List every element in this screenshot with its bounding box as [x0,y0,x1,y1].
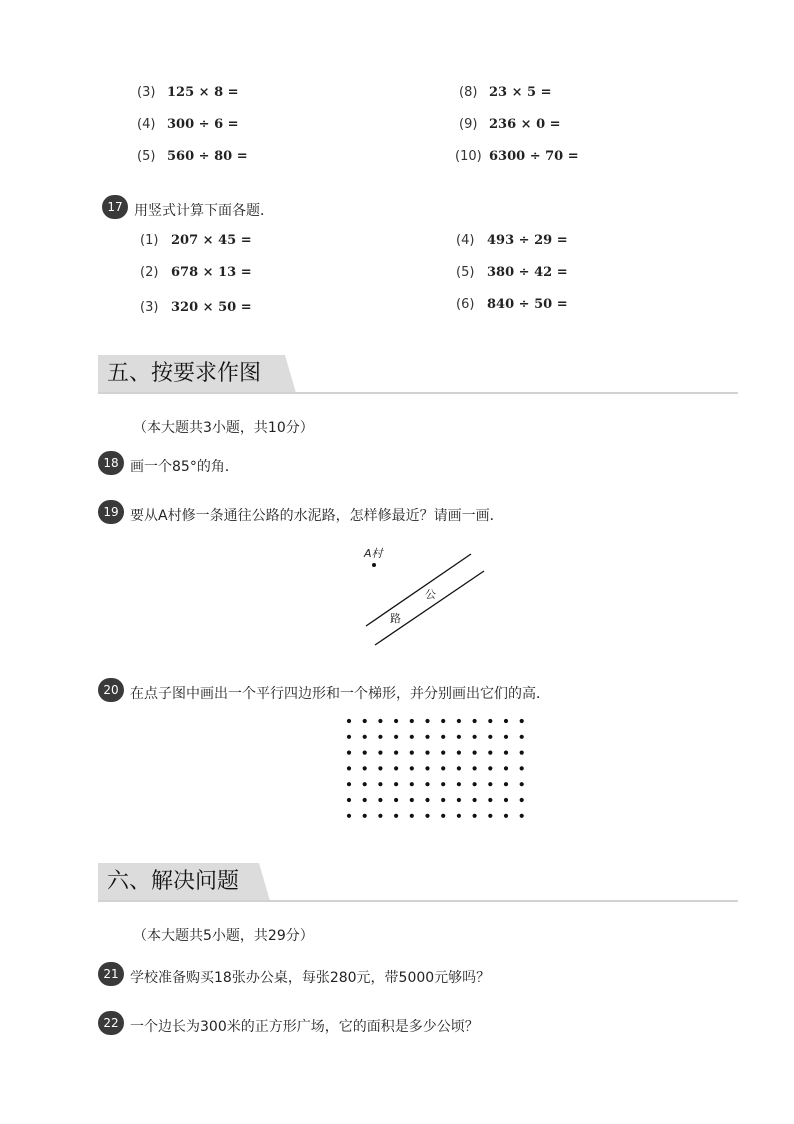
item-number: (5) [456,265,475,280]
grid-dot [457,766,461,770]
grid-dot [488,735,492,739]
item-number: (1) [140,233,159,248]
grid-dot [488,766,492,770]
grid-dot [520,751,524,755]
grid-dot [520,814,524,818]
grid-dot [441,766,445,770]
grid-dot [363,751,367,755]
question-number-badge: 22 [98,1011,124,1035]
item-number: (3) [137,85,156,100]
grid-dot [488,782,492,786]
item-number: (8) [459,85,478,100]
grid-dot [394,719,398,723]
grid-dot [457,735,461,739]
grid-dot [394,751,398,755]
question-text: 学校准备购买18张办公桌，每张280元，带5000元够吗？ [130,970,491,986]
grid-dot [504,751,508,755]
grid-dot [363,782,367,786]
expression: 560 ÷ 80 = [167,149,248,164]
grid-dot [410,719,414,723]
item-number: (4) [456,233,475,248]
grid-dot [347,782,351,786]
grid-dot [488,719,492,723]
item-number: (4) [137,117,156,132]
grid-dot [441,782,445,786]
grid-dot [504,735,508,739]
section-title: 六、解决问题 [107,869,240,894]
grid-dot [520,798,524,802]
item-number: (6) [456,297,475,312]
grid-dot [363,719,367,723]
question-text: 画一个85°的角． [130,459,239,475]
grid-dot [410,782,414,786]
expression: 207 × 45 = [171,233,252,248]
grid-dot [441,751,445,755]
grid-dot [441,719,445,723]
grid-dot [457,719,461,723]
grid-dot [410,735,414,739]
grid-dot [378,798,382,802]
question-text: 一个边长为300米的正方形广场，它的面积是多少公顷？ [130,1019,479,1035]
expression: 6300 ÷ 70 = [489,149,579,164]
dot-grid [340,712,535,824]
road-label: 公 [425,588,436,601]
item-number: (2) [140,265,159,280]
grid-dot [473,766,477,770]
grid-dot [394,814,398,818]
road-label: 路 [390,612,401,625]
section-score-note: （本大题共3小题，共10分） [133,420,314,436]
question-text: 在点子图中画出一个平行四边形和一个梯形，并分别画出它们的高． [130,686,550,702]
grid-dot [425,766,429,770]
section-score-note: （本大题共5小题，共29分） [133,928,314,944]
expression: 23 × 5 = [489,85,552,100]
section-divider [98,392,738,394]
grid-dot [347,766,351,770]
grid-dot [473,719,477,723]
grid-dot [457,751,461,755]
question-text: 用竖式计算下面各题． [134,203,274,219]
grid-dot [347,719,351,723]
grid-dot [378,735,382,739]
grid-dot [473,735,477,739]
village-label: A村 [364,547,383,560]
section-title: 五、按要求作图 [107,361,262,386]
grid-dot [425,798,429,802]
grid-dot [410,814,414,818]
grid-dot [378,814,382,818]
grid-dot [378,751,382,755]
question-number-badge: 18 [98,451,124,475]
grid-dot [347,798,351,802]
grid-dot [520,782,524,786]
grid-dot [425,735,429,739]
grid-dot [363,814,367,818]
grid-dot [457,814,461,818]
grid-dot [488,798,492,802]
grid-dot [425,719,429,723]
item-number: (5) [137,149,156,164]
expression: 236 × 0 = [489,117,561,132]
village-point [372,563,376,567]
grid-dot [410,766,414,770]
grid-dot [378,782,382,786]
grid-dot [504,782,508,786]
grid-dot [410,798,414,802]
grid-dot [473,798,477,802]
grid-dot [520,766,524,770]
grid-dot [520,735,524,739]
question-number-badge: 19 [98,500,124,524]
grid-dot [504,814,508,818]
grid-dot [473,751,477,755]
item-number: (10) [455,149,482,164]
grid-dot [347,735,351,739]
grid-dot [363,735,367,739]
grid-dot [425,782,429,786]
expression: 320 × 50 = [171,300,252,315]
grid-dot [394,782,398,786]
expression: 493 ÷ 29 = [487,233,568,248]
grid-dot [473,782,477,786]
grid-dot [488,751,492,755]
item-number: (9) [459,117,478,132]
grid-dot [504,766,508,770]
grid-dot [378,766,382,770]
grid-dot [441,735,445,739]
expression: 840 ÷ 50 = [487,297,568,312]
item-number: (3) [140,300,159,315]
grid-dot [425,814,429,818]
section-divider [98,900,738,902]
grid-dot [347,814,351,818]
grid-dot [520,719,524,723]
grid-dot [394,798,398,802]
grid-dot [410,751,414,755]
expression: 125 × 8 = [167,85,239,100]
grid-dot [363,766,367,770]
grid-dot [504,798,508,802]
grid-dot [441,814,445,818]
question-text: 要从A村修一条通往公路的水泥路，怎样修最近？请画一画． [130,508,504,524]
grid-dot [363,798,367,802]
expression: 380 ÷ 42 = [487,265,568,280]
question-number-badge: 17 [102,195,128,219]
expression: 300 ÷ 6 = [167,117,239,132]
grid-dot [394,766,398,770]
question-number-badge: 20 [98,678,124,702]
grid-dot [425,751,429,755]
grid-dot [441,798,445,802]
expression: 678 × 13 = [171,265,252,280]
question-number-badge: 21 [98,962,124,986]
grid-dot [394,735,398,739]
grid-dot [378,719,382,723]
village-road-diagram [340,540,510,655]
grid-dot [473,814,477,818]
grid-dot [457,798,461,802]
grid-dot [457,782,461,786]
grid-dot [504,719,508,723]
grid-dot [347,751,351,755]
grid-dot [488,814,492,818]
